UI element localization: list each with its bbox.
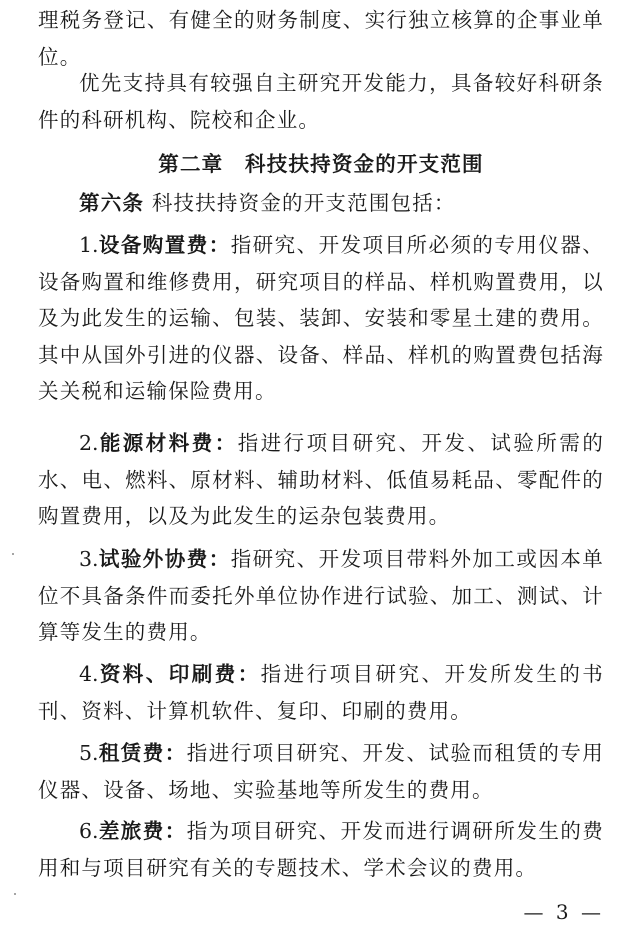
item-1-number: 1. [79,233,99,257]
item-6-text: 指为项目研究、开发而进行调研所发生的费用和与项目研究有关的专题技术、学术会议的费用。 [38,819,604,880]
item-6-colon: ： [164,819,187,843]
page-number: — 3 — [523,900,604,924]
item-1-paragraph [38,227,604,410]
article-6-text: 科技扶持资金的开支范围包括： [144,191,456,215]
item-2-text: 指进行项目研究、开发、试验所需的水、电、燃料、原材料、辅助材料、低值易耗品、零配件的购置费用，以及为此发生的运杂包装费用。 [38,431,605,528]
chapter-heading: 第二章 科技扶持资金的开支范围 [158,152,484,176]
item-4-text: 指进行项目研究、开发所发生的书刊、资料、计算机软件、复印、印刷的费用。 [38,662,605,723]
item-4-paragraph [38,656,604,729]
item-2-number: 2. [79,431,99,455]
item-3-paragraph [38,541,604,651]
item-5-colon: ： [164,741,187,765]
item-4-colon: ： [237,662,261,686]
item-2-term: 能源材料费 [98,431,215,455]
item-3-number: 3. [79,547,99,571]
item-6-term: 差旅费 [98,819,165,843]
item-1-colon: ： [208,233,231,257]
scan-speck [14,893,16,895]
item-5-number: 5. [79,741,99,765]
item-3-term: 试验外协费 [98,547,209,571]
intro-paragraph-1-text: 理税务登记、有健全的财务制度、实行独立核算的企事业单位。 [38,8,604,69]
item-3-colon: ： [208,547,231,571]
intro-paragraph-2-text: 优先支持具有较强自主研究开发能力，具备较好科研条件的科研机构、院校和企业。 [38,71,604,132]
item-5-text: 指进行项目研究、开发、试验而租赁的专用仪器、设备、场地、实验基地等所发生的费用。 [38,741,604,802]
item-1-text: 指研究、开发项目所必须的专用仪器、设备购置和维修费用，研究项目的样品、样机购置费用，以及为此发生的运输、包装、装卸、安装和零星土建的费用。其中从国外引进的仪器、设备、样品、样机的购置费包括海关关税和运输保险费用。 [38,233,605,403]
intro-paragraph-2 [38,65,604,138]
item-5-paragraph [38,735,604,808]
item-4-term: 资料、印刷费 [98,662,238,686]
scan-speck [12,553,14,555]
item-4-number: 4. [79,662,99,686]
article-6-paragraph [38,185,604,222]
item-5-term: 租赁费 [98,741,165,765]
item-6-number: 6. [79,819,99,843]
item-1-term: 设备购置费 [98,233,209,257]
item-2-paragraph [38,425,604,535]
item-2-colon: ： [214,431,238,455]
article-6-label: 第六条 [79,191,145,215]
item-3-text: 指研究、开发项目带料外加工或因本单位不具备条件而委托外单位协作进行试验、加工、测试、计算等发生的费用。 [38,547,605,644]
item-6-paragraph [38,813,604,886]
